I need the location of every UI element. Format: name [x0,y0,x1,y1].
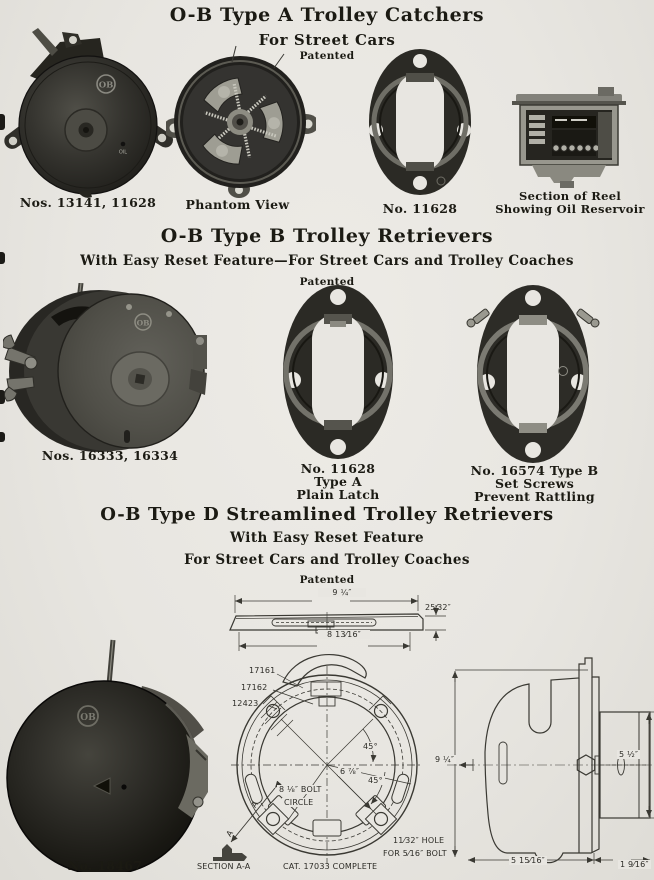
angle-lower: 45° [368,776,383,785]
fig-b3-caption-line2: Set Screws [494,476,575,491]
hole-note-line1: 11⁄32″ HOLE [393,836,445,845]
reel-section-photo [508,82,634,194]
section-d-patented: Patented [299,574,355,586]
housing-outline [485,658,599,863]
section-d-title: O-B Type D Streamlined Trolley Retrievers [100,504,554,525]
fig-b2-caption-line3: Plain Latch [296,487,380,502]
fig-d-caption: No. 18467 [67,858,143,873]
ob-monogram: OB [80,713,96,723]
side-view-drawing [443,652,654,874]
catalog-note: CAT. 17033 COMPLETE [283,862,378,871]
dim-depth: 5 15⁄16″ [511,856,545,865]
dim-overall-width: 9 ¼″ [318,588,366,597]
flange-plate-photo [362,46,478,198]
fig-a2-caption: Phantom View [185,197,290,212]
section-cut-marker: A [224,828,236,839]
fig-a4-caption-line1: Section of Reel [518,189,622,203]
dim-flange-depth: 1 9⁄16″ [620,860,649,869]
bolt-circle-note-line2: CIRCLE [284,798,314,807]
ob-monogram: OB [136,318,150,328]
section-a-title: O-B Type A Trolley Catchers [169,4,485,26]
dim-flange-height: 5 ½″ [619,750,639,759]
fig-a1-caption: Nos. 13141, 11628 [19,195,157,210]
streamlined-retriever-photo [0,638,222,872]
section-a-subtitle: For Street Cars [258,31,396,49]
section-b-title: O-B Type B Trolley Retrievers [160,225,494,247]
section-label: SECTION A-A [197,862,251,871]
dim-radius: 6 ⅞″ [340,767,360,776]
section-profile-icon [210,838,248,862]
section-b-patented: Patented [299,276,355,288]
dim-height: 9 ¼″ [435,755,455,764]
phantom-view-photo [166,40,316,198]
part-number-3: 12423 [232,699,259,708]
type-a-flange-photo [278,281,398,463]
fig-a3-caption: No. 11628 [382,201,458,216]
ob-monogram: OB [98,80,114,91]
fig-b3-caption-line1: No. 16574 Type B [470,463,599,478]
fig-b1-caption: Nos. 16333, 16334 [41,448,179,463]
fig-b2-caption-line2: Type A [314,474,362,489]
section-a-patented: Patented [299,50,355,62]
type-b-flange-photo [463,281,603,467]
angle-upper: 45° [363,742,378,751]
section-d-subtitle2: For Street Cars and Trolley Coaches [184,552,470,568]
fig-a4-caption-line2: Showing Oil Reservoir [495,202,645,216]
section-b-subtitle: With Easy Reset Feature—For Street Cars and Trolley Coaches [80,253,574,269]
oil-label: OIL [118,149,128,156]
fig-b2-caption-line1: No. 11628 [300,461,376,476]
dim-base-width: 8 13⁄16″ [318,630,370,639]
catcher-drum-face [19,56,157,198]
dim-thickness: 25⁄32″ [425,603,451,612]
hole-note-line2: FOR 5⁄16″ BOLT [383,849,447,858]
bolt-circle-note-line1: 8 ⅛″ BOLT [279,785,322,794]
fig-b3-caption-line3: Prevent Rattling [474,489,595,504]
section-d-subtitle1: With Easy Reset Feature [229,530,425,546]
part-number-2: 17162 [241,683,268,692]
catcher-front-photo [2,26,174,198]
retriever-drum-photo [3,283,215,455]
section-cut-marker: A [249,799,261,810]
part-number-1: 17161 [249,666,276,675]
